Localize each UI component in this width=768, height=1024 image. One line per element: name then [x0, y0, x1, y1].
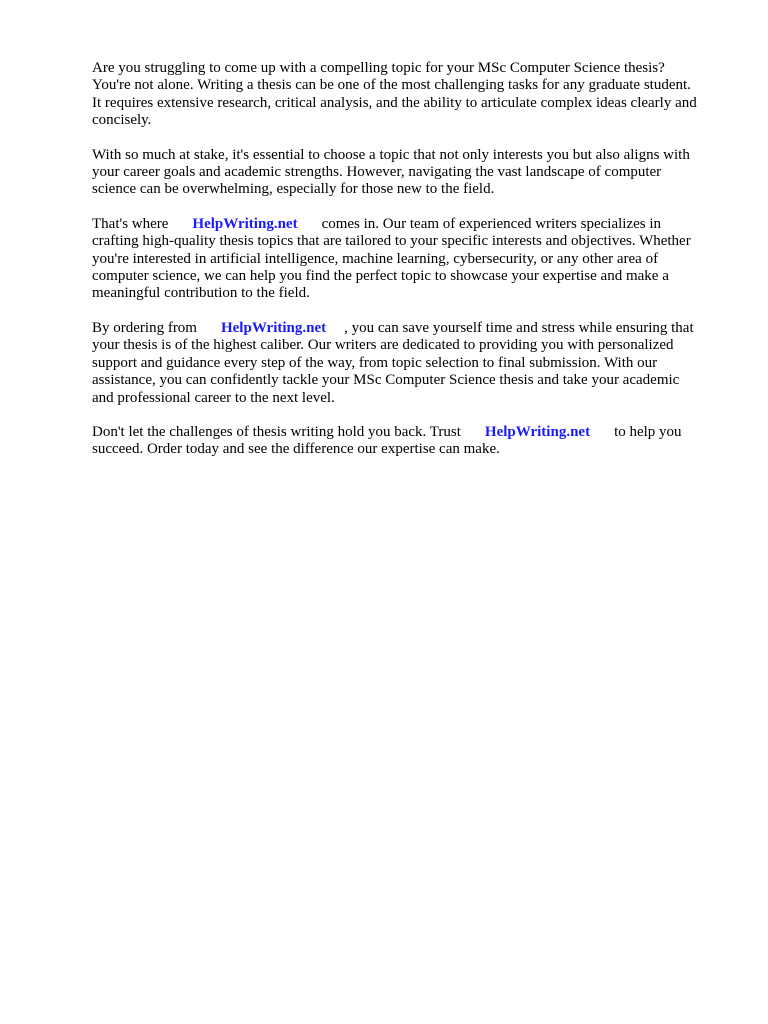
- paragraph-intro: Are you struggling to come up with a compelling topic for your MSc Computer Science thesis? You're not alone. Writing a thesis can be one of the most challenging tasks for any graduate student. It requires extensive research, critical analysis, and the ability to articulate complex ideas clearly and concisely.: [92, 60, 697, 129]
- paragraph-ordering: [92, 320, 732, 407]
- document-body: [92, 60, 732, 476]
- helpwriting-link-1[interactable]: HelpWriting.net: [192, 215, 298, 232]
- paragraph-service: [92, 216, 732, 303]
- paragraph-service-rest: comes in. Our team of experienced writers specializes in crafting high-quality thesis topics that are tailored to your specific interests and objectives. Whether you're interested in artificial intelligence, machine learning, cybersecurity, or any other area of computer science, we can help you find the perfect topic to showcase your expertise and make a meaningful contribution to the field.: [92, 215, 691, 302]
- paragraph-closing: [92, 424, 732, 459]
- helpwriting-link-2[interactable]: HelpWriting.net: [220, 319, 327, 336]
- helpwriting-link-3[interactable]: HelpWriting.net: [484, 423, 591, 440]
- paragraph-closing-rest: to help you succeed. Order today and see the difference our expertise can make.: [92, 423, 682, 458]
- paragraph-ordering-rest: , you can save yourself time and stress while ensuring that your thesis is of the highest caliber. Our writers are dedicated to providing you with personalized support and guidance every step of the way, from topic selection to final submission. With our assistance, you can confidently tackle your MSc Computer Science thesis and take your academic and professional career to the next level.: [92, 319, 694, 406]
- paragraph-closing-lead: Don't let the challenges of thesis writing hold you back. Trust: [92, 423, 461, 440]
- paragraph-stakes: With so much at stake, it's essential to choose a topic that not only interests you but also aligns with your career goals and academic strengths. However, navigating the vast landscape of computer science can be overwhelming, especially for those new to the field.: [92, 146, 690, 198]
- paragraph-ordering-lead: By ordering from: [92, 319, 197, 336]
- paragraph-service-lead: That's where: [92, 215, 169, 232]
